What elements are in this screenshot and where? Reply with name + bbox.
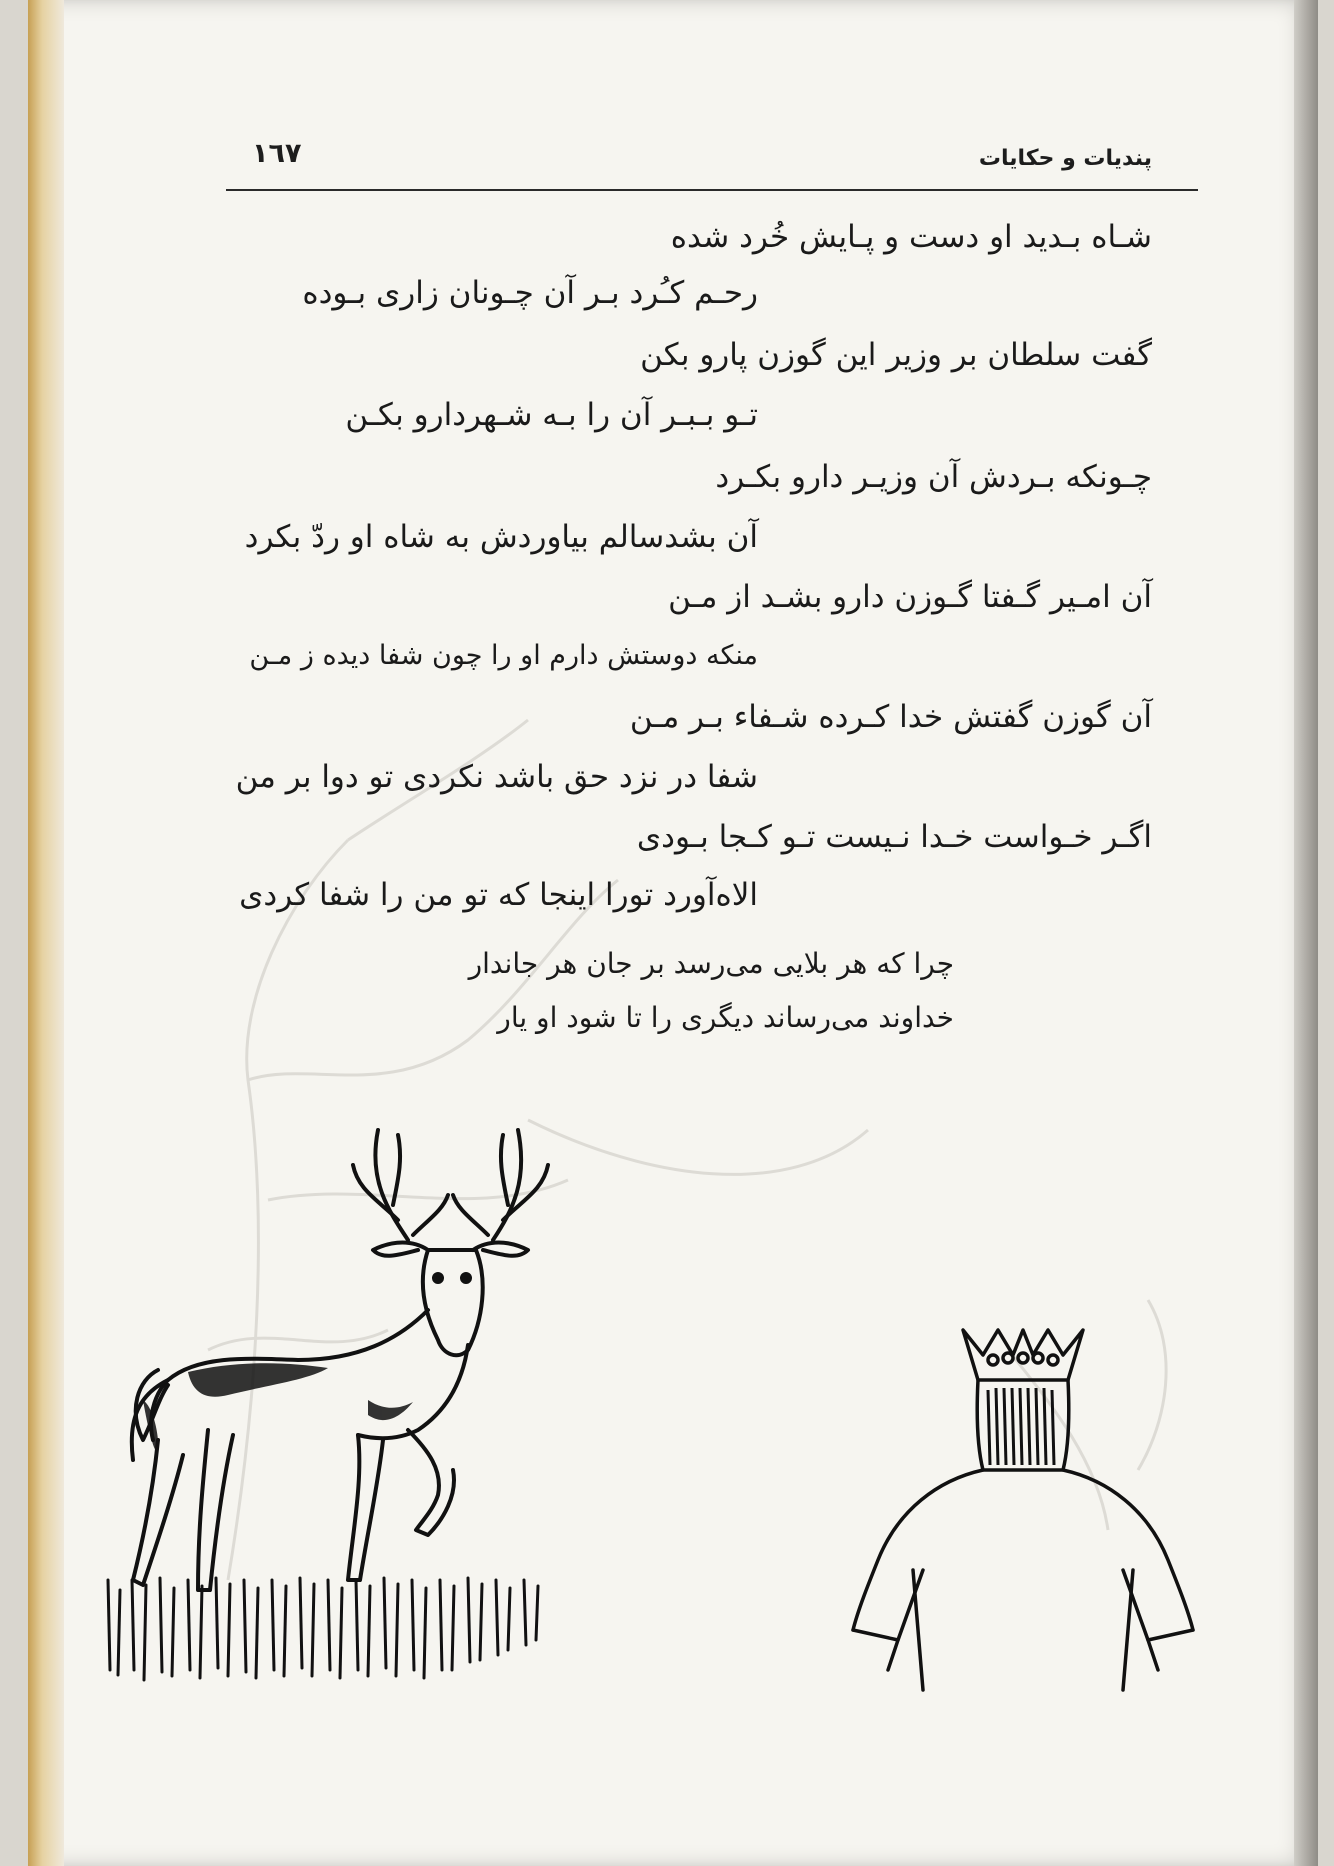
closing-verse-line: خداوند می‌رساند دیگری را تا شود او یار: [497, 1001, 954, 1034]
book-page: [28, 0, 1318, 1866]
deer-illustration: [98, 1110, 658, 1700]
page-left-edge: [28, 0, 64, 1866]
verse-line: اگـر خـواست خـدا نـیست تـو کـجا بـودی: [636, 819, 1152, 855]
verse-line: آن امـیر گـفتا گـوزن دارو بشـد از مـن: [668, 579, 1152, 615]
verse-line: آن بشدسالم بیاوردش به شاه او ردّ بکرد: [244, 519, 758, 555]
verse-line: منکه دوستش دارم او را چون شفا دیده ز مـن: [249, 640, 758, 671]
verse-line: چـونکه بـردش آن وزیـر دارو بکـرد: [715, 459, 1152, 495]
verse-line: الاه‌آورد تورا اینجا که تو من را شفا کردی: [239, 877, 758, 913]
verse-line: گفت سلطان بر وزیر این گوزن پارو بکن: [640, 337, 1152, 373]
header-divider: [226, 189, 1198, 191]
verse-line: تـو بـبـر آن را بـه شـهردارو بکـن: [345, 397, 758, 433]
page-right-edge: [1294, 0, 1318, 1866]
verse-line: رحـم کـُرد بـر آن چـونان زاری بـوده: [302, 275, 758, 311]
verse-line: شـاه بـدید او دست و پـایش خُرد شده: [670, 219, 1152, 255]
running-title: پندیات و حکایات: [978, 146, 1152, 171]
verse-line: آن گوزن گفتش خدا کـرده شـفاء بـر مـن: [629, 699, 1152, 735]
page-number: ١٦٧: [252, 138, 302, 169]
closing-verse-line: چرا که هر بلایی می‌رسد بر جان هر جاندار: [468, 947, 954, 980]
verse-line: شفا در نزد حق باشد نکردی تو دوا بر من: [235, 759, 758, 795]
crowned-king-illustration: [828, 1310, 1208, 1700]
